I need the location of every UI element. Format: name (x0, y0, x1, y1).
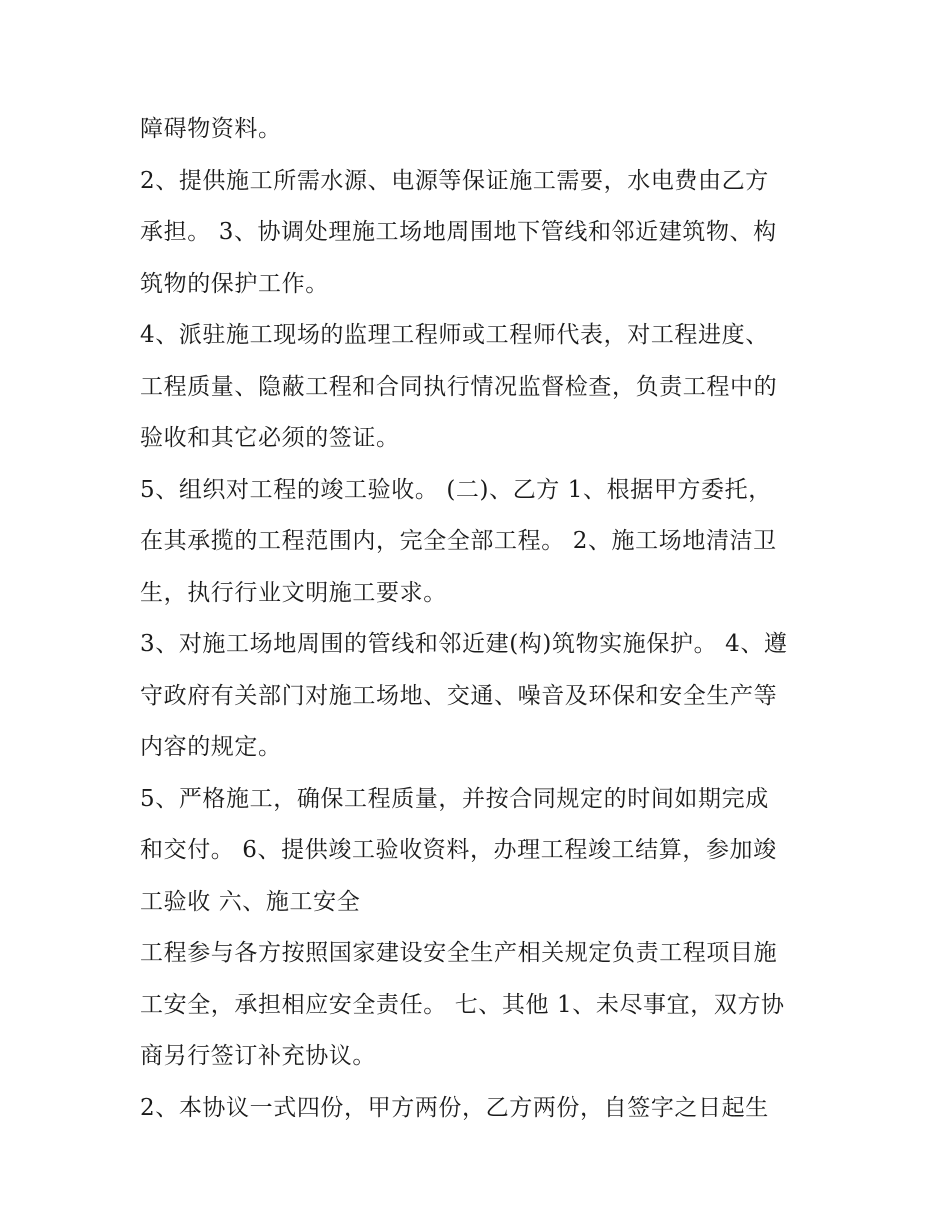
text-line: 2、提供施工所需水源、电源等保证施工需要，水电费由乙方 (140, 167, 769, 194)
text-line: 内容的规定。 (140, 734, 282, 760)
text-line: 生，执行行业文明施工要求。 (140, 579, 447, 606)
text-line: 工程参与各方按照国家建设安全生产相关规定负责工程项目施 (140, 940, 778, 966)
text-line: 验收和其它必须的签证。 (140, 425, 400, 451)
text-line: 商另行签订补充协议。 (140, 1043, 376, 1069)
text-line: 和交付。 6、提供竣工验收资料，办理工程竣工结算，参加竣 (140, 837, 777, 863)
text-line: 障碍物资料。 (140, 116, 282, 142)
text-line: 2、本协议一式四份，甲方两份，乙方两份，自签字之日起生 (140, 1094, 769, 1121)
text-line: 5、组织对工程的竣工验收。 (二)、乙方 1、根据甲方委托， (140, 476, 772, 503)
text-line: 工安全，承担相应安全责任。 七、其他 1、未尽事宜，双方协 (140, 991, 785, 1018)
text-line: 承担。 3、协调处理施工场地周围地下管线和邻近建筑物、构 (140, 219, 777, 245)
text-line: 4、派驻施工现场的监理工程师或工程师代表，对工程进度、 (140, 322, 769, 348)
text-line: 在其承揽的工程范围内，完全全部工程。 2、施工场地清洁卫 (140, 528, 777, 554)
text-line: 工验收 六、施工安全 (140, 888, 361, 915)
document-body (140, 104, 820, 1134)
text-line: 5、严格施工，确保工程质量，并按合同规定的时间如期完成 (140, 785, 769, 812)
text-line: 3、对施工场地周围的管线和邻近建(构)筑物实施保护。 4、遵 (140, 631, 788, 657)
text-line: 筑物的保护工作。 (140, 270, 329, 297)
text-line: 守政府有关部门对施工场地、交通、噪音及环保和安全生产等 (140, 682, 778, 709)
text-line: 工程质量、隐蔽工程和合同执行情况监督检查，负责工程中的 (140, 373, 778, 400)
